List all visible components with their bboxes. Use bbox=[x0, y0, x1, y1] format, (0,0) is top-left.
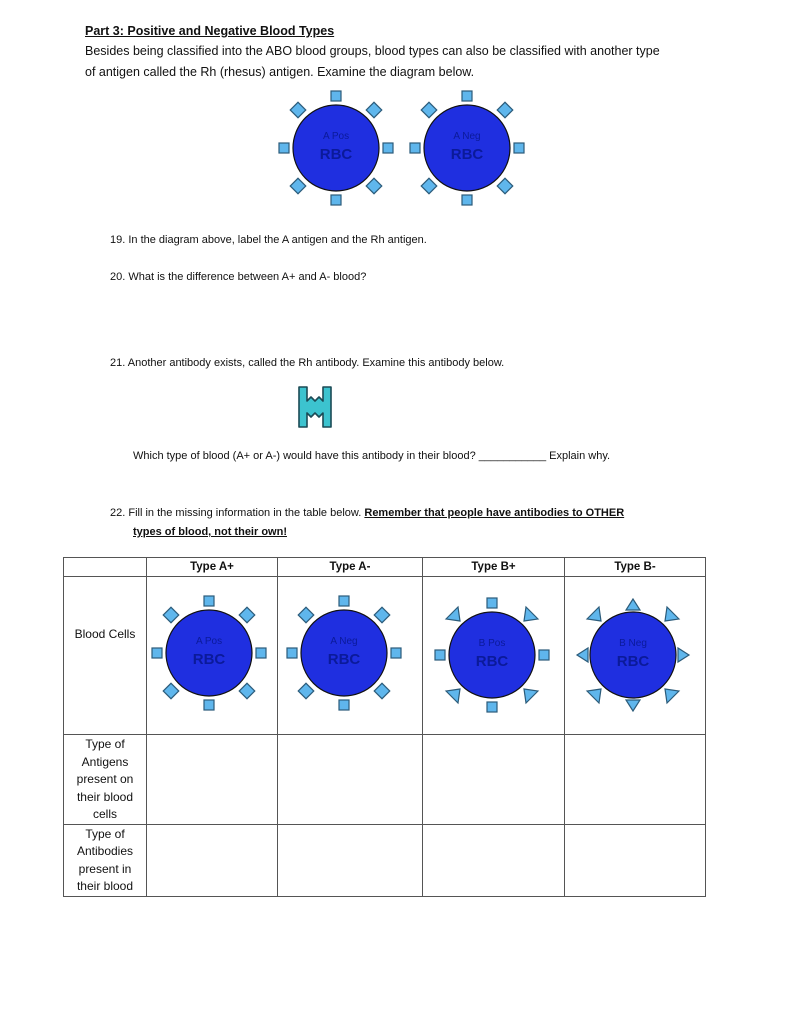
header-empty bbox=[64, 558, 147, 577]
b-antigen-icon bbox=[665, 689, 679, 703]
rh-antigen-icon bbox=[331, 91, 341, 101]
rbc-a-pos bbox=[147, 589, 277, 719]
table-row-blood-cells bbox=[64, 577, 706, 735]
rbc-type-label: A Neg bbox=[453, 131, 481, 142]
a-antigen-icon bbox=[298, 683, 314, 699]
rbc-label: RBC bbox=[319, 146, 353, 163]
question-21-followup-suffix: Explain why. bbox=[549, 450, 611, 462]
answer-blank[interactable]: ___________ bbox=[478, 450, 547, 462]
rbc-label: RBC bbox=[450, 146, 484, 163]
rh-antigen-icon bbox=[487, 598, 497, 608]
question-22-emphasis-2: types of blood, not their own! bbox=[133, 526, 287, 538]
b-antigen-icon bbox=[587, 607, 601, 621]
b-antigen-icon bbox=[626, 700, 640, 711]
rh-antigen-icon bbox=[435, 650, 445, 660]
rbc-type-label: A Pos bbox=[195, 636, 223, 647]
answer-cell-antigens-a-pos[interactable] bbox=[147, 735, 278, 825]
rbc-label: RBC bbox=[327, 651, 361, 668]
rbc-a-pos-top bbox=[279, 91, 393, 205]
section-title: Part 3: Positive and Negative Blood Types bbox=[85, 24, 335, 38]
header-type-b-neg: Type B- bbox=[565, 558, 706, 577]
rh-antigen-icon bbox=[256, 648, 266, 658]
b-antigen-icon bbox=[524, 689, 538, 703]
rbc-type-label: B Pos bbox=[478, 638, 506, 649]
rh-antigen-icon bbox=[152, 648, 162, 658]
a-antigen-icon bbox=[163, 607, 179, 623]
intro-paragraph bbox=[85, 41, 725, 83]
cell-a-neg bbox=[278, 577, 423, 735]
answer-cell-antibodies-a-neg[interactable] bbox=[278, 824, 423, 896]
b-antigen-icon bbox=[446, 689, 460, 703]
table-header-row bbox=[64, 558, 706, 577]
row-label-blood-cells: Blood Cells bbox=[64, 577, 147, 735]
rbc-label: RBC bbox=[192, 651, 226, 668]
table-row-antigens bbox=[64, 735, 706, 825]
a-antigen-icon bbox=[239, 683, 255, 699]
a-antigen-icon bbox=[366, 102, 382, 118]
cell-b-neg bbox=[565, 577, 706, 735]
rbc-diagram bbox=[270, 86, 540, 210]
question-19: 19. In the diagram above, label the A antigen and the Rh antigen. bbox=[110, 234, 427, 246]
row-label-antigens: Type of Antigens present on their blood cells bbox=[64, 735, 147, 825]
cell-a-pos bbox=[147, 577, 278, 735]
question-21-followup bbox=[133, 450, 610, 462]
a-antigen-icon bbox=[366, 178, 382, 194]
rh-antigen-icon bbox=[383, 143, 393, 153]
answer-cell-antibodies-b-neg[interactable] bbox=[565, 824, 706, 896]
rh-antigen-icon bbox=[410, 143, 420, 153]
rbc-b-pos bbox=[423, 589, 564, 719]
rbc-label: RBC bbox=[475, 653, 509, 670]
answer-cell-antigens-a-neg[interactable] bbox=[278, 735, 423, 825]
a-antigen-icon bbox=[374, 683, 390, 699]
a-antigen-icon bbox=[239, 607, 255, 623]
question-22 bbox=[110, 504, 624, 542]
rh-antigen-icon bbox=[339, 700, 349, 710]
rh-antigen-icon bbox=[339, 596, 349, 606]
rh-antigen-icon bbox=[279, 143, 289, 153]
question-22-emphasis-1: Remember that people have antibodies to OTHER bbox=[364, 507, 625, 519]
b-antigen-icon bbox=[665, 607, 679, 621]
rbc-type-label: A Neg bbox=[330, 636, 358, 647]
b-antigen-icon bbox=[446, 607, 460, 621]
rbc-a-neg bbox=[278, 589, 422, 719]
a-antigen-icon bbox=[421, 102, 437, 118]
header-type-a-pos: Type A+ bbox=[147, 558, 278, 577]
rh-antibody-icon bbox=[297, 385, 333, 429]
b-antigen-icon bbox=[577, 648, 588, 662]
b-antigen-icon bbox=[587, 689, 601, 703]
rh-antigen-icon bbox=[287, 648, 297, 658]
rh-antigen-icon bbox=[539, 650, 549, 660]
intro-line-2: of antigen called the Rh (rhesus) antigen. Examine the diagram below. bbox=[85, 65, 475, 79]
question-21-followup-prefix: Which type of blood (A+ or A-) would have this antibody in their blood? bbox=[133, 450, 476, 462]
answer-cell-antibodies-a-pos[interactable] bbox=[147, 824, 278, 896]
rbc-a-neg-top bbox=[410, 91, 524, 205]
a-antigen-icon bbox=[163, 683, 179, 699]
a-antigen-icon bbox=[421, 178, 437, 194]
rh-antigen-icon bbox=[204, 700, 214, 710]
a-antigen-icon bbox=[497, 102, 513, 118]
b-antigen-icon bbox=[524, 607, 538, 621]
rh-antigen-icon bbox=[514, 143, 524, 153]
b-antigen-icon bbox=[678, 648, 689, 662]
b-antigen-icon bbox=[626, 599, 640, 610]
intro-line-1: Besides being classified into the ABO blood groups, blood types can also be classified with another type bbox=[85, 44, 660, 58]
rbc-b-neg bbox=[565, 589, 705, 719]
blood-type-table bbox=[63, 557, 706, 897]
a-antigen-icon bbox=[298, 607, 314, 623]
question-22-prefix: 22. Fill in the missing information in the table below. bbox=[110, 507, 362, 519]
a-antigen-icon bbox=[374, 607, 390, 623]
rh-antigen-icon bbox=[462, 195, 472, 205]
answer-cell-antigens-b-neg[interactable] bbox=[565, 735, 706, 825]
question-20: 20. What is the difference between A+ and A- blood? bbox=[110, 271, 367, 283]
header-type-a-neg: Type A- bbox=[278, 558, 423, 577]
rh-antigen-icon bbox=[391, 648, 401, 658]
rbc-type-label: A Pos bbox=[322, 131, 350, 142]
question-21: 21. Another antibody exists, called the Rh antibody. Examine this antibody below. bbox=[110, 357, 505, 369]
header-type-b-pos: Type B+ bbox=[423, 558, 565, 577]
rh-antigen-icon bbox=[487, 702, 497, 712]
rh-antigen-icon bbox=[462, 91, 472, 101]
a-antigen-icon bbox=[290, 102, 306, 118]
table-row-antibodies bbox=[64, 824, 706, 896]
answer-cell-antibodies-b-pos[interactable] bbox=[423, 824, 565, 896]
cell-b-pos bbox=[423, 577, 565, 735]
rh-antigen-icon bbox=[204, 596, 214, 606]
rbc-type-label: B Neg bbox=[619, 638, 647, 649]
row-label-antibodies: Type of Antibodies present in their blood bbox=[64, 824, 147, 896]
a-antigen-icon bbox=[290, 178, 306, 194]
rbc-label: RBC bbox=[616, 653, 650, 670]
answer-cell-antigens-b-pos[interactable] bbox=[423, 735, 565, 825]
rh-antigen-icon bbox=[331, 195, 341, 205]
a-antigen-icon bbox=[497, 178, 513, 194]
